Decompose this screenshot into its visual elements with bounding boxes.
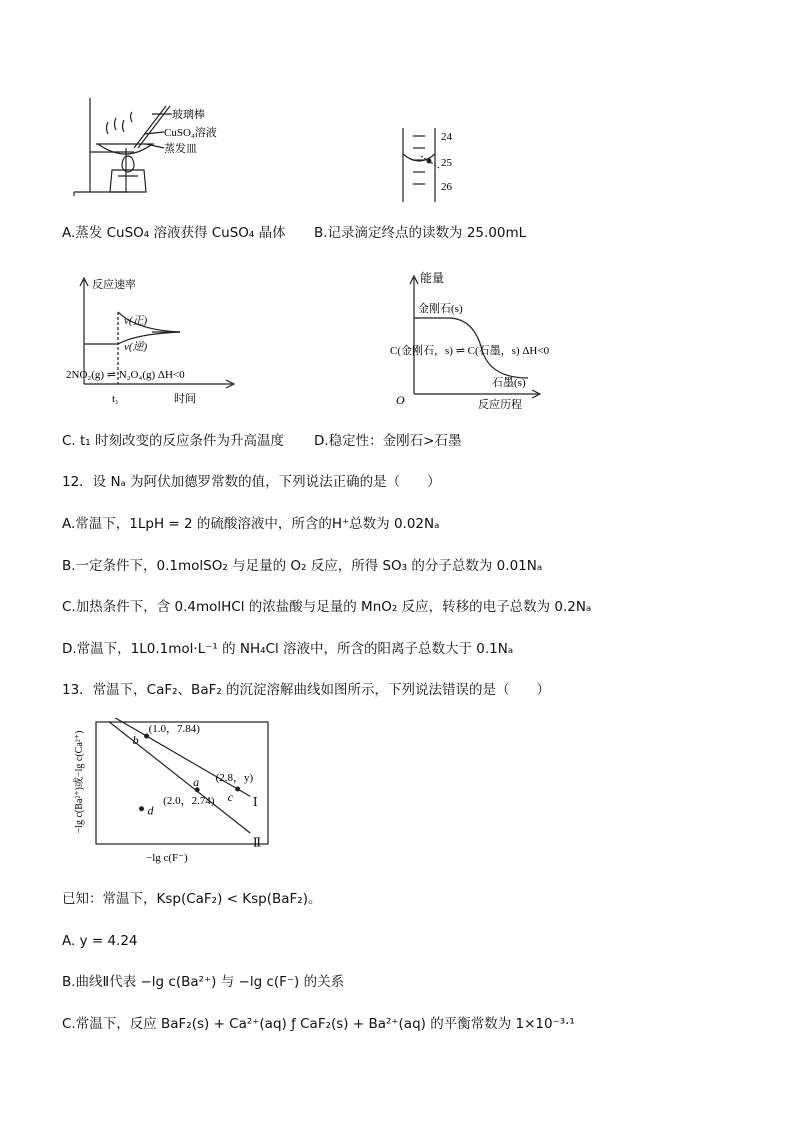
label-diamond: 金刚石(s) <box>418 303 463 315</box>
chart-ylabel: −lg c(Ba²⁺)或−lg c(Ca²⁺) <box>74 730 85 834</box>
solubility-chart <box>66 718 276 866</box>
option-a-evaporate: A.蒸发 CuSO₄ 溶液获得 CuSO₄ 晶体 <box>62 225 286 241</box>
q12-option-b: B.一定条件下，0.1molSO₂ 与足量的 O₂ 反应，所得 SO₃ 的分子总数为 0.01Nₐ <box>62 558 543 574</box>
chart-xlabel: −lg c(F⁻) <box>146 852 188 864</box>
series-label-I: Ⅰ <box>252 794 258 809</box>
q12-option-a: A.常温下，1LpH = 2 的硫酸溶液中，所含的H⁺总数为 0.02Nₐ <box>62 516 440 532</box>
tick-25: 25 <box>441 157 452 169</box>
tick-26: 26 <box>441 181 452 193</box>
energy-xlabel: 反应历程 <box>478 399 522 411</box>
point-c <box>235 787 240 792</box>
label-v-reverse: v(逆) <box>124 341 148 353</box>
rate-ylabel: 反应速率 <box>92 279 136 291</box>
q13-stem: 13．常温下，CaF₂、BaF₂ 的沉淀溶解曲线如图所示，下列说法错误的是（ ） <box>62 682 551 698</box>
tick-24: 24 <box>441 131 452 143</box>
energy-ylabel: 能量 <box>420 271 445 285</box>
q12-option-c: C.加热条件下，含 0.4molHCl 的浓盐酸与足量的 MnO₂ 反应，转移的电子总数为 0.2Nₐ <box>62 599 592 615</box>
label-cuso4-solution: CuSO₄溶液 <box>164 127 217 139</box>
point-d <box>139 806 144 811</box>
option-c-rate: C. t₁ 时刻改变的反应条件为升高温度 <box>62 433 285 449</box>
q12-stem: 12．设 Nₐ 为阿伏加德罗常数的值，下列说法正确的是（ ） <box>62 474 441 490</box>
evaporation-apparatus-figure <box>68 92 228 204</box>
point-name-b: b <box>132 733 139 748</box>
label-graphite: 石墨(s) <box>492 377 526 389</box>
point-name-a: a <box>193 774 200 789</box>
t1-label: t₁ <box>112 393 119 405</box>
q13-known: 已知：常温下，Ksp(CaF₂) < Ksp(BaF₂)。 <box>62 891 322 907</box>
label-v-forward: v(正) <box>124 315 148 327</box>
label-evaporating-dish: 蒸发皿 <box>164 143 197 155</box>
point-name-d: d <box>147 803 154 818</box>
option-d-stability: D.稳定性：金刚石>石墨 <box>314 433 462 449</box>
point-label-c: (2.8，y) <box>215 772 254 785</box>
option-b-burette: B.记录滴定终点的读数为 25.00mL <box>314 225 527 241</box>
q13-option-a: A. y = 4.24 <box>62 933 138 949</box>
q13-option-c: C.常温下，反应 BaF₂(s) + Ca²⁺(aq) ƒ CaF₂(s) + Ba²⁺(aq) 的平衡常数为 1×10⁻³·¹ <box>62 1016 575 1032</box>
origin-label: O <box>396 393 405 407</box>
label-glass-rod: 玻璃棒 <box>172 109 205 121</box>
reaction-no2: 2NO₂(g) ⇌ N₂O₄(g) ΔH<0 <box>66 369 185 381</box>
reaction-diamond-graphite: C(金刚石，s) ⇌ C(石墨，s) ΔH<0 <box>390 345 550 357</box>
burette-figure <box>395 126 475 206</box>
point-label-b: (1.0，7.84) <box>148 723 200 736</box>
time-xlabel: 时间 <box>174 393 196 405</box>
point-name-c: c <box>227 790 233 805</box>
energy-figure <box>388 268 598 412</box>
series-label-II: Ⅱ <box>252 835 261 850</box>
rate-time-figure <box>62 268 242 412</box>
q13-option-b: B.曲线Ⅱ代表 −lg c(Ba²⁺) 与 −lg c(F⁻) 的关系 <box>62 974 345 990</box>
point-label-a: (2.0，2.74) <box>163 794 215 807</box>
q12-option-d: D.常温下，1L0.1mol·L⁻¹ 的 NH₄Cl 溶液中，所含的阳离子总数大于 0.1Nₐ <box>62 641 514 657</box>
